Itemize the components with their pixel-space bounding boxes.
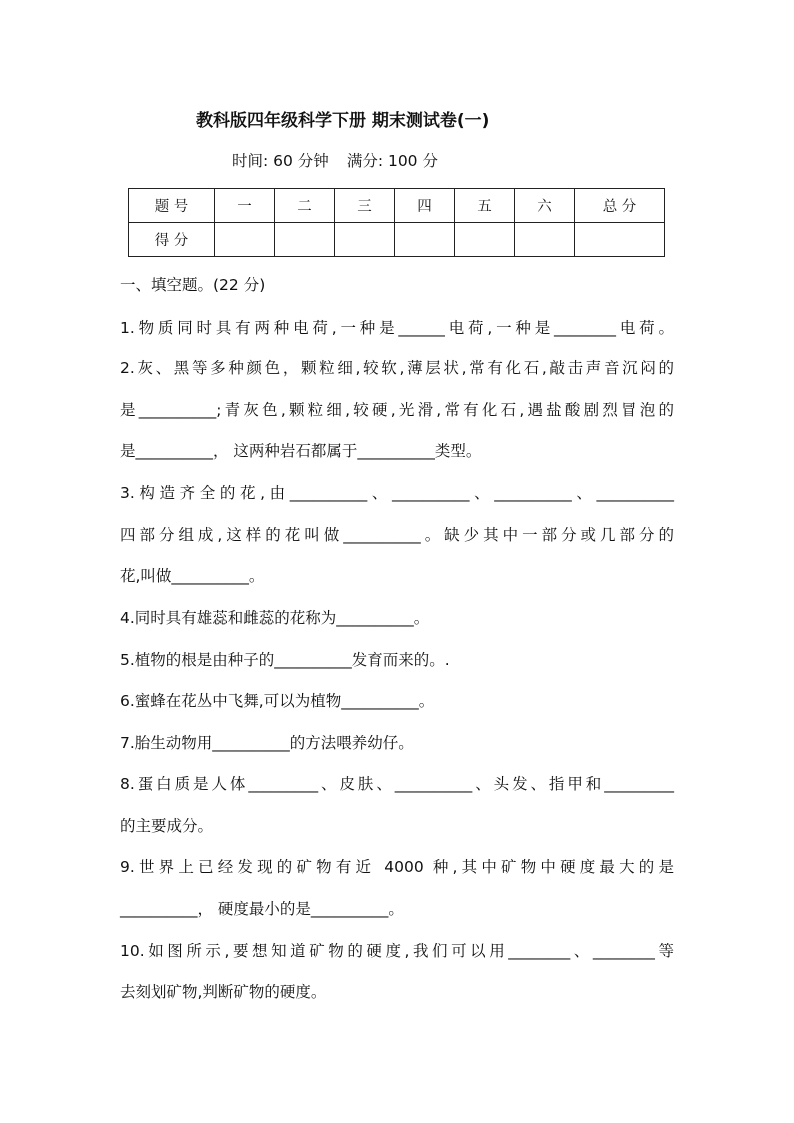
score-table-score-row [129,223,665,257]
score-cell-1 [215,223,275,257]
question-line-15: __________， 硬度最小的是__________。 [120,900,404,918]
score-cell-3 [335,223,395,257]
question-line-3: 是__________;青灰色,颗粒细,较硬,光滑,常有化石,遇盐酸剧烈冒泡的 [120,401,674,419]
score-cell-4 [395,223,455,257]
score-cell-2 [275,223,335,257]
header-cell-2: 二 [275,189,335,223]
question-line-12: 8.蛋白质是人体_________、皮肤、__________、头发、指甲和_________ [120,775,674,793]
document-title: 教科版四年级科学下册 期末测试卷(一) [196,111,490,131]
score-cell-label: 得 分 [129,223,215,257]
question-line-10: 6.蜜蜂在花丛中飞舞,可以为植物__________。 [120,692,435,710]
header-cell-total: 总 分 [575,189,665,223]
question-line-6: 四部分组成,这样的花叫做__________。缺少其中一部分或几部分的 [120,526,674,544]
question-line-17: 去刻划矿物,判断矿物的硬度。 [120,983,327,1001]
question-line-13: 的主要成分。 [120,817,214,835]
header-cell-4: 四 [395,189,455,223]
question-line-2: 2.灰、黑等多种颜色，颗粒细,较软,薄层状,常有化石,敲击声音沉闷的 [120,359,674,377]
question-line-5: 3.构造齐全的花,由__________、__________、__________、__________ [120,484,674,502]
section-title: 一、填空题。(22 分) [120,276,266,294]
question-line-1: 1.物质同时具有两种电荷,一种是______电荷,一种是________电荷。 [120,319,674,337]
question-line-14: 9.世界上已经发现的矿物有近 4000 种,其中矿物中硬度最大的是 [120,858,674,876]
question-line-8: 4.同时具有雄蕊和雌蕊的花称为__________。 [120,609,430,627]
score-cell-6 [515,223,575,257]
question-line-16: 10.如图所示,要想知道矿物的硬度,我们可以用________、________等 [120,942,674,960]
score-table [128,188,665,257]
header-cell-5: 五 [455,189,515,223]
question-line-4: 是__________， 这两种岩石都属于__________类型。 [120,442,482,460]
question-line-7: 花,叫做__________。 [120,567,265,585]
exam-info [232,149,438,171]
score-cell-total [575,223,665,257]
exam-full-marks: 满分: 100 分 [346,152,438,170]
score-table-header-row [129,189,665,223]
question-line-9: 5.植物的根是由种子的__________发育而来的。. [120,651,450,669]
header-cell-1: 一 [215,189,275,223]
header-cell-3: 三 [335,189,395,223]
score-cell-5 [455,223,515,257]
exam-time: 时间: 60 分钟 [232,152,329,170]
header-cell-6: 六 [515,189,575,223]
header-cell-label: 题 号 [129,189,215,223]
question-line-11: 7.胎生动物用__________的方法喂养幼仔。 [120,734,414,752]
